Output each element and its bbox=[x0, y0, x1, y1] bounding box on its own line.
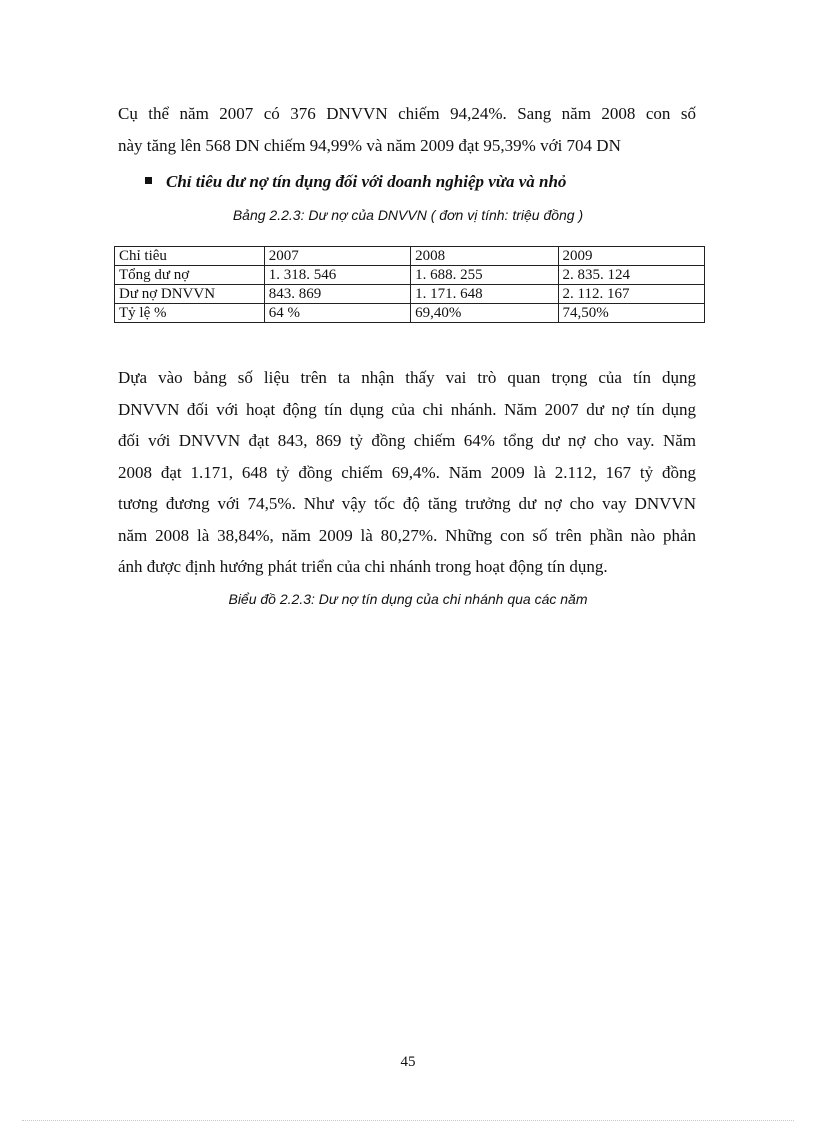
table-row bbox=[115, 304, 705, 323]
table-cell: 69,40% bbox=[411, 304, 558, 323]
section-heading-text: Chỉ tiêu dư nợ tín dụng đối với doanh nghiệp vừa và nhỏ bbox=[166, 172, 567, 191]
square-bullet-icon bbox=[145, 177, 152, 184]
table-cell: 2. 112. 167 bbox=[558, 285, 704, 304]
analysis-line: đối với DNVVN đạt 843, 869 tỷ đồng chiếm 64% tổng dư nợ cho vay. Năm bbox=[118, 431, 696, 450]
table-cell: Tỷ lệ % bbox=[115, 304, 265, 323]
analysis-line: năm 2008 là 38,84%, năm 2009 là 80,27%. Những con số trên phần nào phản bbox=[118, 525, 696, 545]
intro-line: này tăng lên 568 DN chiếm 94,99% và năm 2009 đạt 95,39% với 704 DN bbox=[118, 135, 621, 155]
analysis-line: 2008 đạt 1.171, 648 tỷ đồng chiếm 69,4%. Năm 2009 là 2.112, 167 tỷ đồng bbox=[118, 462, 696, 482]
footer-divider bbox=[22, 1120, 794, 1121]
page-number: 45 bbox=[400, 1054, 416, 1070]
debt-table bbox=[114, 246, 705, 323]
analysis-line: Dựa vào bảng số liệu trên ta nhận thấy vai trò quan trọng của tín dụng bbox=[118, 368, 696, 387]
table-cell: 2. 835. 124 bbox=[558, 266, 704, 285]
table-row bbox=[115, 285, 705, 304]
analysis-line: tương đương với 74,5%. Như vậy tốc độ tăng trưởng dư nợ cho vay DNVVN bbox=[118, 494, 696, 513]
section-heading bbox=[145, 172, 566, 192]
table-header-row bbox=[115, 247, 705, 266]
table-cell: 74,50% bbox=[558, 304, 704, 323]
table-cell: 64 % bbox=[264, 304, 410, 323]
table-header-cell: 2008 bbox=[411, 247, 558, 266]
table-header-cell: Chỉ tiêu bbox=[115, 247, 265, 266]
intro-paragraph bbox=[118, 98, 696, 161]
table-cell: 1. 688. 255 bbox=[411, 266, 558, 285]
analysis-line: DNVVN đối với hoạt động tín dụng của chi nhánh. Năm 2007 dư nợ tín dụng bbox=[118, 399, 696, 419]
table-row bbox=[115, 266, 705, 285]
table-cell: Tổng dư nợ bbox=[115, 266, 265, 285]
intro-line: Cụ thể năm 2007 có 376 DNVVN chiếm 94,24%. Sang năm 2008 con số bbox=[118, 104, 696, 123]
analysis-paragraph bbox=[118, 362, 696, 583]
analysis-line: ánh được định hướng phát triển của chi nhánh trong hoạt động tín dụng. bbox=[118, 557, 608, 576]
table-cell: 1. 171. 648 bbox=[411, 285, 558, 304]
table-cell: 1. 318. 546 bbox=[264, 266, 410, 285]
table-header-cell: 2007 bbox=[264, 247, 410, 266]
table-header-cell: 2009 bbox=[558, 247, 704, 266]
chart-caption: Biểu đồ 2.2.3: Dư nợ tín dụng của chi nhánh qua các năm bbox=[228, 591, 588, 607]
table-cell: Dư nợ DNVVN bbox=[115, 285, 265, 304]
table-cell: 843. 869 bbox=[264, 285, 410, 304]
table-caption: Bảng 2.2.3: Dư nợ của DNVVN ( đơn vị tính: triệu đồng ) bbox=[232, 207, 584, 223]
